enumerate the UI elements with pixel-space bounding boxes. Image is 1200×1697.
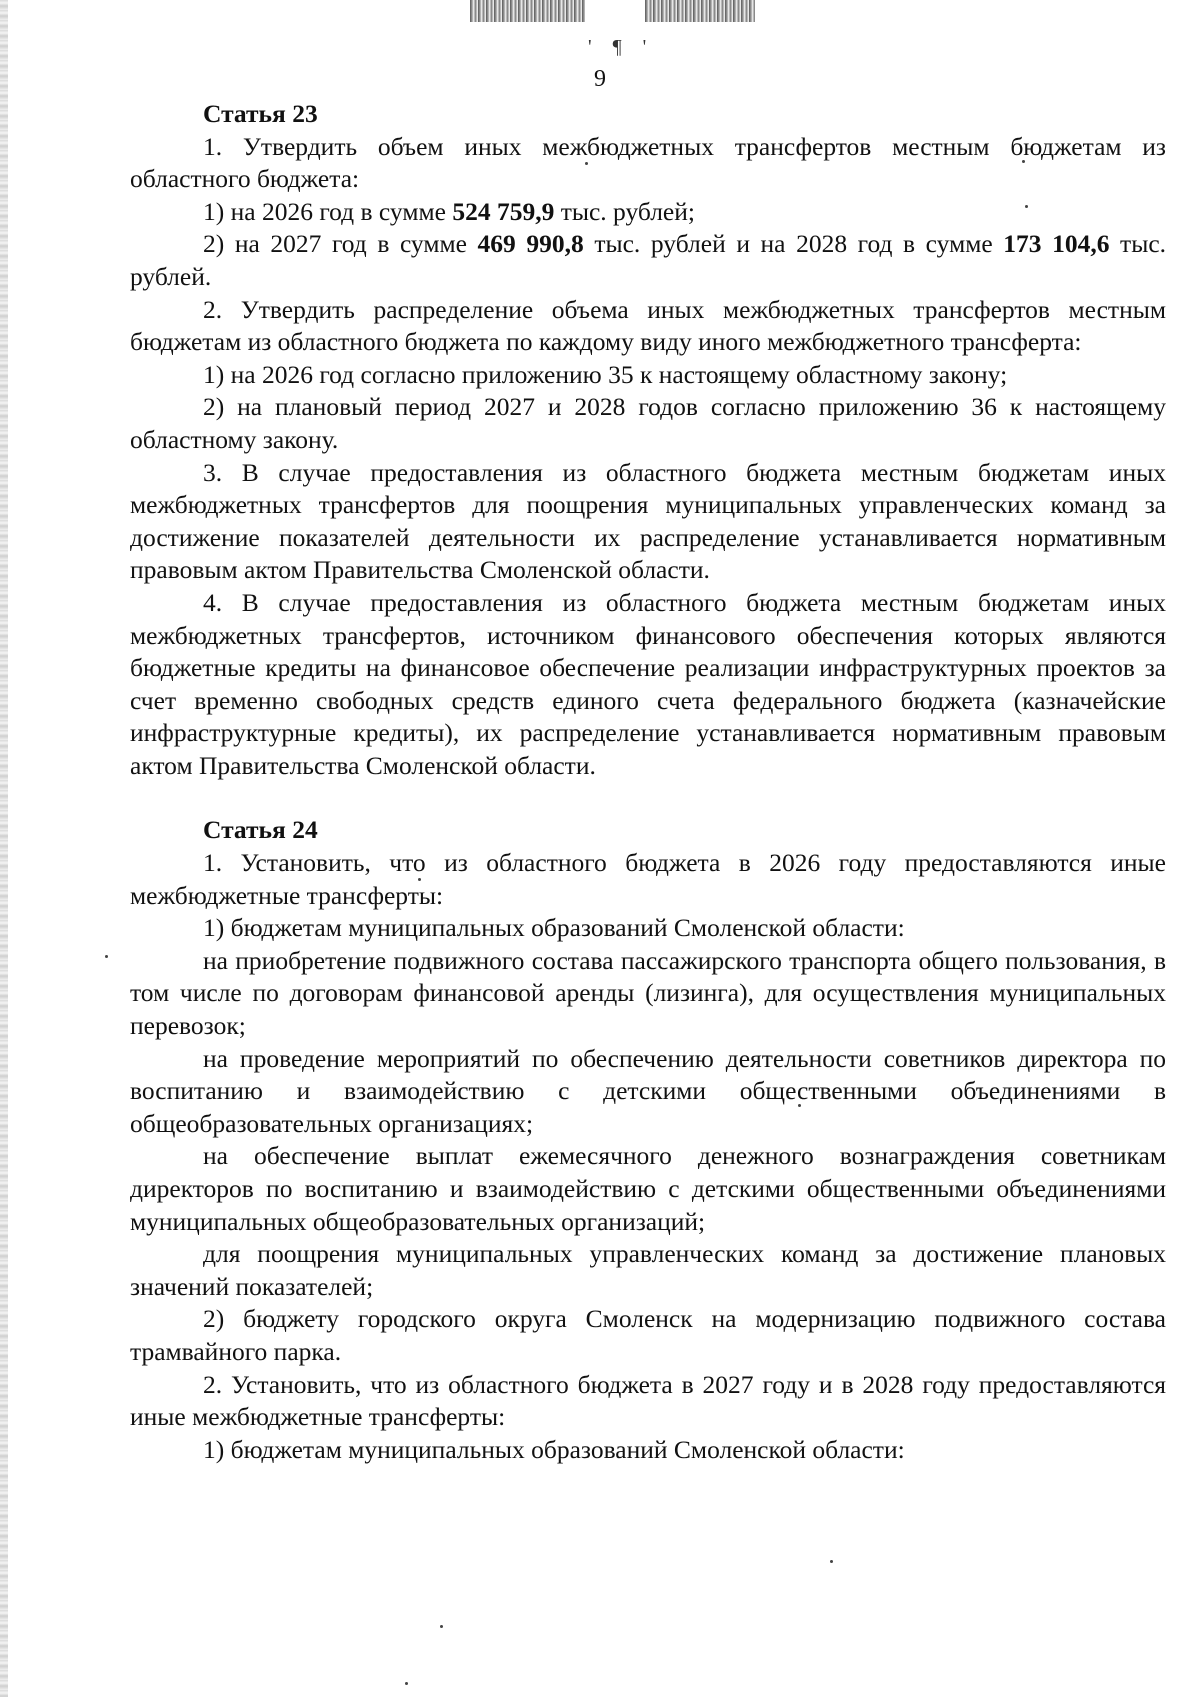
page-number: 9: [594, 66, 606, 92]
article-24-paragraph-1: 1. Установить, что из областного бюджета в 2026 году предоставляются иные межбюджетные трансферты:: [130, 848, 1166, 910]
section-gap: [130, 782, 1166, 814]
article-24-paragraph-1-item-1-c: на обеспечение выплат ежемесячного денежного вознаграждения советникам директоров по воспитанию и взаимодействию с детскими общественными объединениями муниципальных общеобразовательных организаций;: [130, 1141, 1166, 1236]
scan-speck: [405, 1682, 408, 1685]
document-body: [130, 98, 1166, 1466]
text-fragment: тыс. рублей;: [554, 196, 695, 226]
article-24-paragraph-1-item-2: 2) бюджету городского округа Смоленск на модернизацию подвижного состава трамвайного парка.: [130, 1304, 1166, 1366]
article-23-paragraph-2: 2. Утвердить распределение объема иных межбюджетных трансфертов местным бюджетам из областного бюджета по каждому виду иного межбюджетного трансферта:: [130, 294, 1166, 357]
amount-2027: 469 990,8: [477, 229, 584, 259]
scan-speck: [440, 1625, 443, 1628]
scan-speck: [830, 1560, 833, 1563]
amount-2026: 524 759,9: [452, 196, 555, 226]
article-23-paragraph-1-item-2: [130, 228, 1166, 293]
article-24-paragraph-1-item-1-a: на приобретение подвижного состава пассажирского транспорта общего пользования, в том числе по договорам финансовой аренды (лизинга), для осуществления муниципальных перевозок;: [130, 945, 1166, 1041]
scan-speck: [105, 955, 108, 958]
scan-marks: ' ¶ ': [588, 36, 655, 58]
scan-top-artifact-right: [645, 0, 755, 22]
article-23-title: Статья 23: [203, 99, 318, 128]
article-24-paragraph-1-item-1: 1) бюджетам муниципальных образований Смоленской области:: [203, 913, 905, 943]
text-fragment: 2) на 2027 год в сумме: [203, 229, 478, 259]
article-23-paragraph-2-item-2: 2) на плановый период 2027 и 2028 годов согласно приложению 36 к настоящему областному закону.: [130, 392, 1166, 454]
article-24-paragraph-2: 2. Установить, что из областного бюджета в 2027 году и в 2028 году предоставляются иные межбюджетные трансферты:: [130, 1369, 1166, 1432]
text-fragment: тыс. рублей и на 2028 год в сумме: [583, 229, 1004, 259]
article-23-paragraph-1: 1. Утвердить объем иных межбюджетных трансфертов местным бюджетам из областного бюджета:: [130, 131, 1166, 194]
article-23-paragraph-1-item-1: [130, 196, 1166, 229]
article-24-title: Статья 24: [203, 815, 318, 845]
text-fragment: 1) на 2026 год в сумме: [203, 196, 453, 226]
article-24-paragraph-2-item-1: 1) бюджетам муниципальных образований Смоленской области:: [203, 1434, 905, 1464]
text-fragment: тыс. рублей.: [130, 229, 1167, 291]
article-23-paragraph-4: 4. В случае предоставления из областного бюджета местным бюджетам иных межбюджетных трансфертов, источником финансового обеспечения которых являются бюджетные кредиты на финансовое обеспечение реализации инфраструктурных проектов за счет временно свободных средств единого счета федерального бюджета (казначейские инфраструктурные кредиты), их распределение устанавливается нормативным правовым актом Правительства Смоленской области.: [130, 587, 1166, 780]
article-24-paragraph-1-item-1-b: на проведение мероприятий по обеспечению деятельности советников директора по воспитанию и взаимодействию с детскими общественными объединениями в общеобразовательных организациях;: [130, 1043, 1166, 1138]
article-23-paragraph-2-item-1: 1) на 2026 год согласно приложению 35 к настоящему областному закону;: [203, 359, 1008, 389]
amount-2028: 173 104,6: [1003, 229, 1110, 259]
article-23-paragraph-3: 3. В случае предоставления из областного бюджета местным бюджетам иных межбюджетных трансфертов для поощрения муниципальных управленческих команд за достижение показателей деятельности их распределение устанавливается нормативным правовым актом Правительства Смоленской области.: [130, 457, 1166, 585]
article-24-paragraph-1-item-1-d: для поощрения муниципальных управленческих команд за достижение плановых значений показателей;: [130, 1239, 1166, 1301]
scan-top-artifact-left: [470, 0, 585, 22]
scan-left-edge: [0, 0, 8, 1697]
